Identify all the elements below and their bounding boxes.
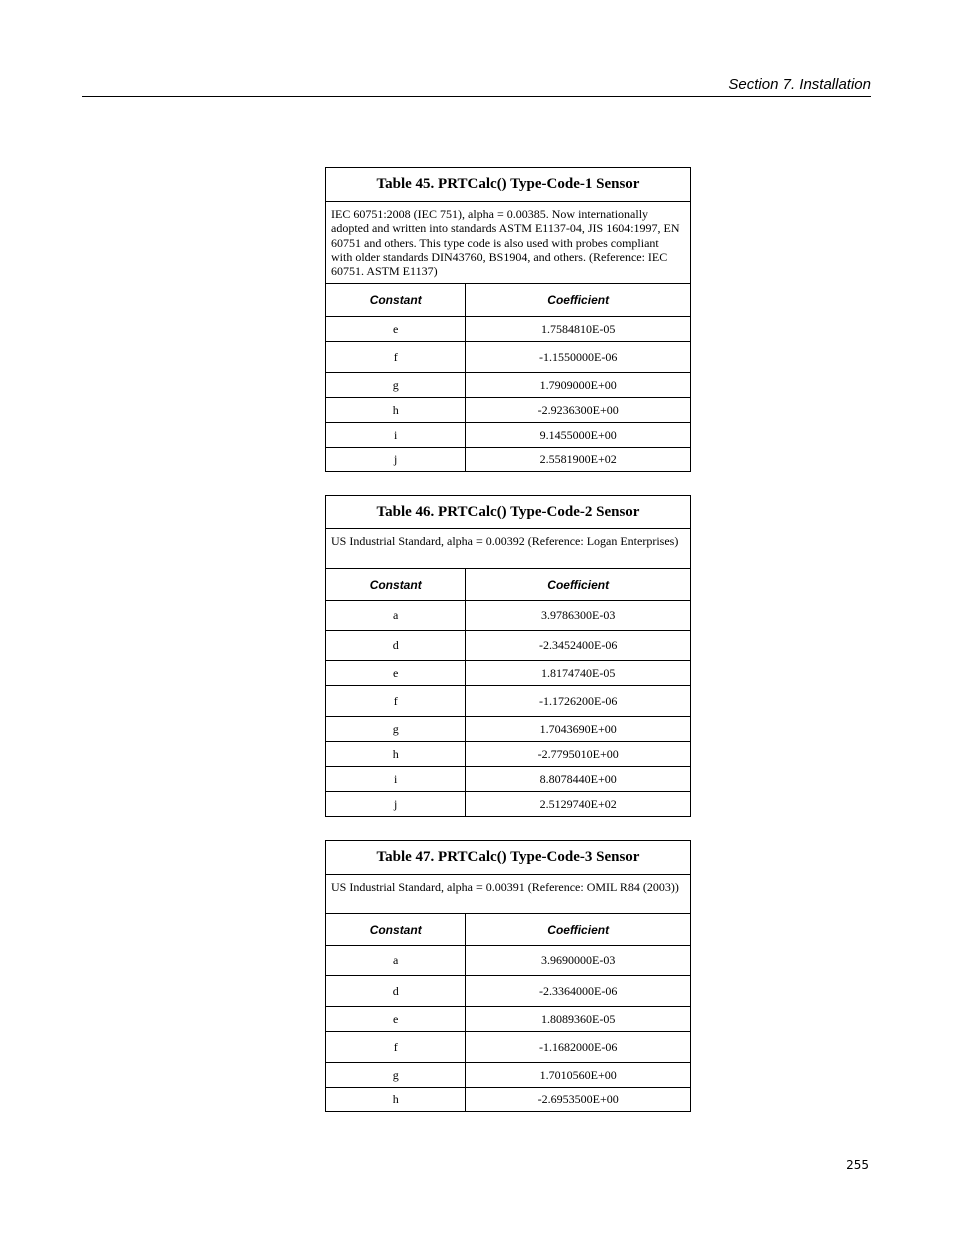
table-description: US Industrial Standard, alpha = 0.00391 (Reference: OMIL R84 (2003)) (326, 875, 691, 914)
table-row (326, 423, 691, 448)
coefficient-cell: 1.7909000E+00 (466, 373, 691, 398)
coefficient-cell: 2.5581900E+02 (466, 448, 691, 472)
constant-cell: g (326, 373, 466, 398)
constant-cell: d (326, 631, 466, 661)
table-caption: Table 45. PRTCalc() Type-Code-1 Sensor (326, 168, 691, 202)
coefficient-cell: 1.7010560E+00 (466, 1063, 691, 1088)
constant-cell: g (326, 1063, 466, 1088)
table-row (326, 398, 691, 423)
table-caption: Table 47. PRTCalc() Type-Code-3 Sensor (326, 841, 691, 875)
section-header (82, 76, 871, 97)
constant-cell: e (326, 317, 466, 342)
table-row (326, 767, 691, 792)
table-row (326, 792, 691, 817)
constant-cell: h (326, 398, 466, 423)
section-title: Section 7. Installation (728, 76, 871, 93)
column-header-constant: Constant (326, 284, 466, 317)
table-row (326, 946, 691, 976)
coefficient-cell: 2.5129740E+02 (466, 792, 691, 817)
constant-cell: e (326, 1007, 466, 1032)
table-caption: Table 46. PRTCalc() Type-Code-2 Sensor (326, 496, 691, 529)
constant-cell: i (326, 423, 466, 448)
coefficient-cell: 8.8078440E+00 (466, 767, 691, 792)
table-row (326, 661, 691, 686)
table-row (326, 1063, 691, 1088)
coefficient-cell: -1.1726200E-06 (466, 686, 691, 717)
table-row (326, 686, 691, 717)
table-row (326, 448, 691, 472)
table-row (326, 1007, 691, 1032)
table-row (326, 601, 691, 631)
table-row (326, 373, 691, 398)
constant-cell: f (326, 1032, 466, 1063)
coefficient-cell: -2.7795010E+00 (466, 742, 691, 767)
constant-cell: i (326, 767, 466, 792)
coefficient-cell: 1.8089360E-05 (466, 1007, 691, 1032)
table-row (326, 1088, 691, 1112)
coefficient-cell: -1.1550000E-06 (466, 342, 691, 373)
page-number: 255 (846, 1158, 869, 1172)
coefficient-cell: 9.1455000E+00 (466, 423, 691, 448)
table-description: US Industrial Standard, alpha = 0.00392 (Reference: Logan Enterprises) (326, 529, 691, 569)
constant-cell: a (326, 946, 466, 976)
coefficient-cell: 3.9786300E-03 (466, 601, 691, 631)
table-row (326, 1032, 691, 1063)
coefficient-cell: -2.6953500E+00 (466, 1088, 691, 1112)
coefficient-cell: 1.8174740E-05 (466, 661, 691, 686)
coefficient-cell: -1.1682000E-06 (466, 1032, 691, 1063)
coefficient-cell: 1.7043690E+00 (466, 717, 691, 742)
column-header-constant: Constant (326, 569, 466, 601)
constant-cell: a (326, 601, 466, 631)
table-description: IEC 60751:2008 (IEC 751), alpha = 0.00385. Now internationally adopted and written into standards ASTM E1137-04, JIS 1604:1997, EN 60751 and others. This type code is also used with probes compliant with older standards DIN43760, BS1904, and others. (Reference: IEC 60751. ASTM E1137) (326, 202, 691, 284)
constant-cell: j (326, 448, 466, 472)
constant-cell: g (326, 717, 466, 742)
constant-cell: e (326, 661, 466, 686)
table-row (326, 342, 691, 373)
table-row (326, 317, 691, 342)
table-row (326, 717, 691, 742)
constant-cell: d (326, 976, 466, 1007)
column-header-coefficient: Coefficient (466, 914, 691, 946)
column-header-coefficient: Coefficient (466, 284, 691, 317)
constant-cell: j (326, 792, 466, 817)
column-header-constant: Constant (326, 914, 466, 946)
table-47 (325, 840, 691, 1112)
coefficient-cell: 1.7584810E-05 (466, 317, 691, 342)
column-header-coefficient: Coefficient (466, 569, 691, 601)
constant-cell: f (326, 342, 466, 373)
constant-cell: h (326, 1088, 466, 1112)
constant-cell: h (326, 742, 466, 767)
table-row (326, 631, 691, 661)
table-46 (325, 495, 691, 817)
table-row (326, 976, 691, 1007)
coefficient-cell: -2.9236300E+00 (466, 398, 691, 423)
constant-cell: f (326, 686, 466, 717)
table-45 (325, 167, 691, 472)
coefficient-cell: 3.9690000E-03 (466, 946, 691, 976)
table-row (326, 742, 691, 767)
coefficient-cell: -2.3364000E-06 (466, 976, 691, 1007)
coefficient-cell: -2.3452400E-06 (466, 631, 691, 661)
